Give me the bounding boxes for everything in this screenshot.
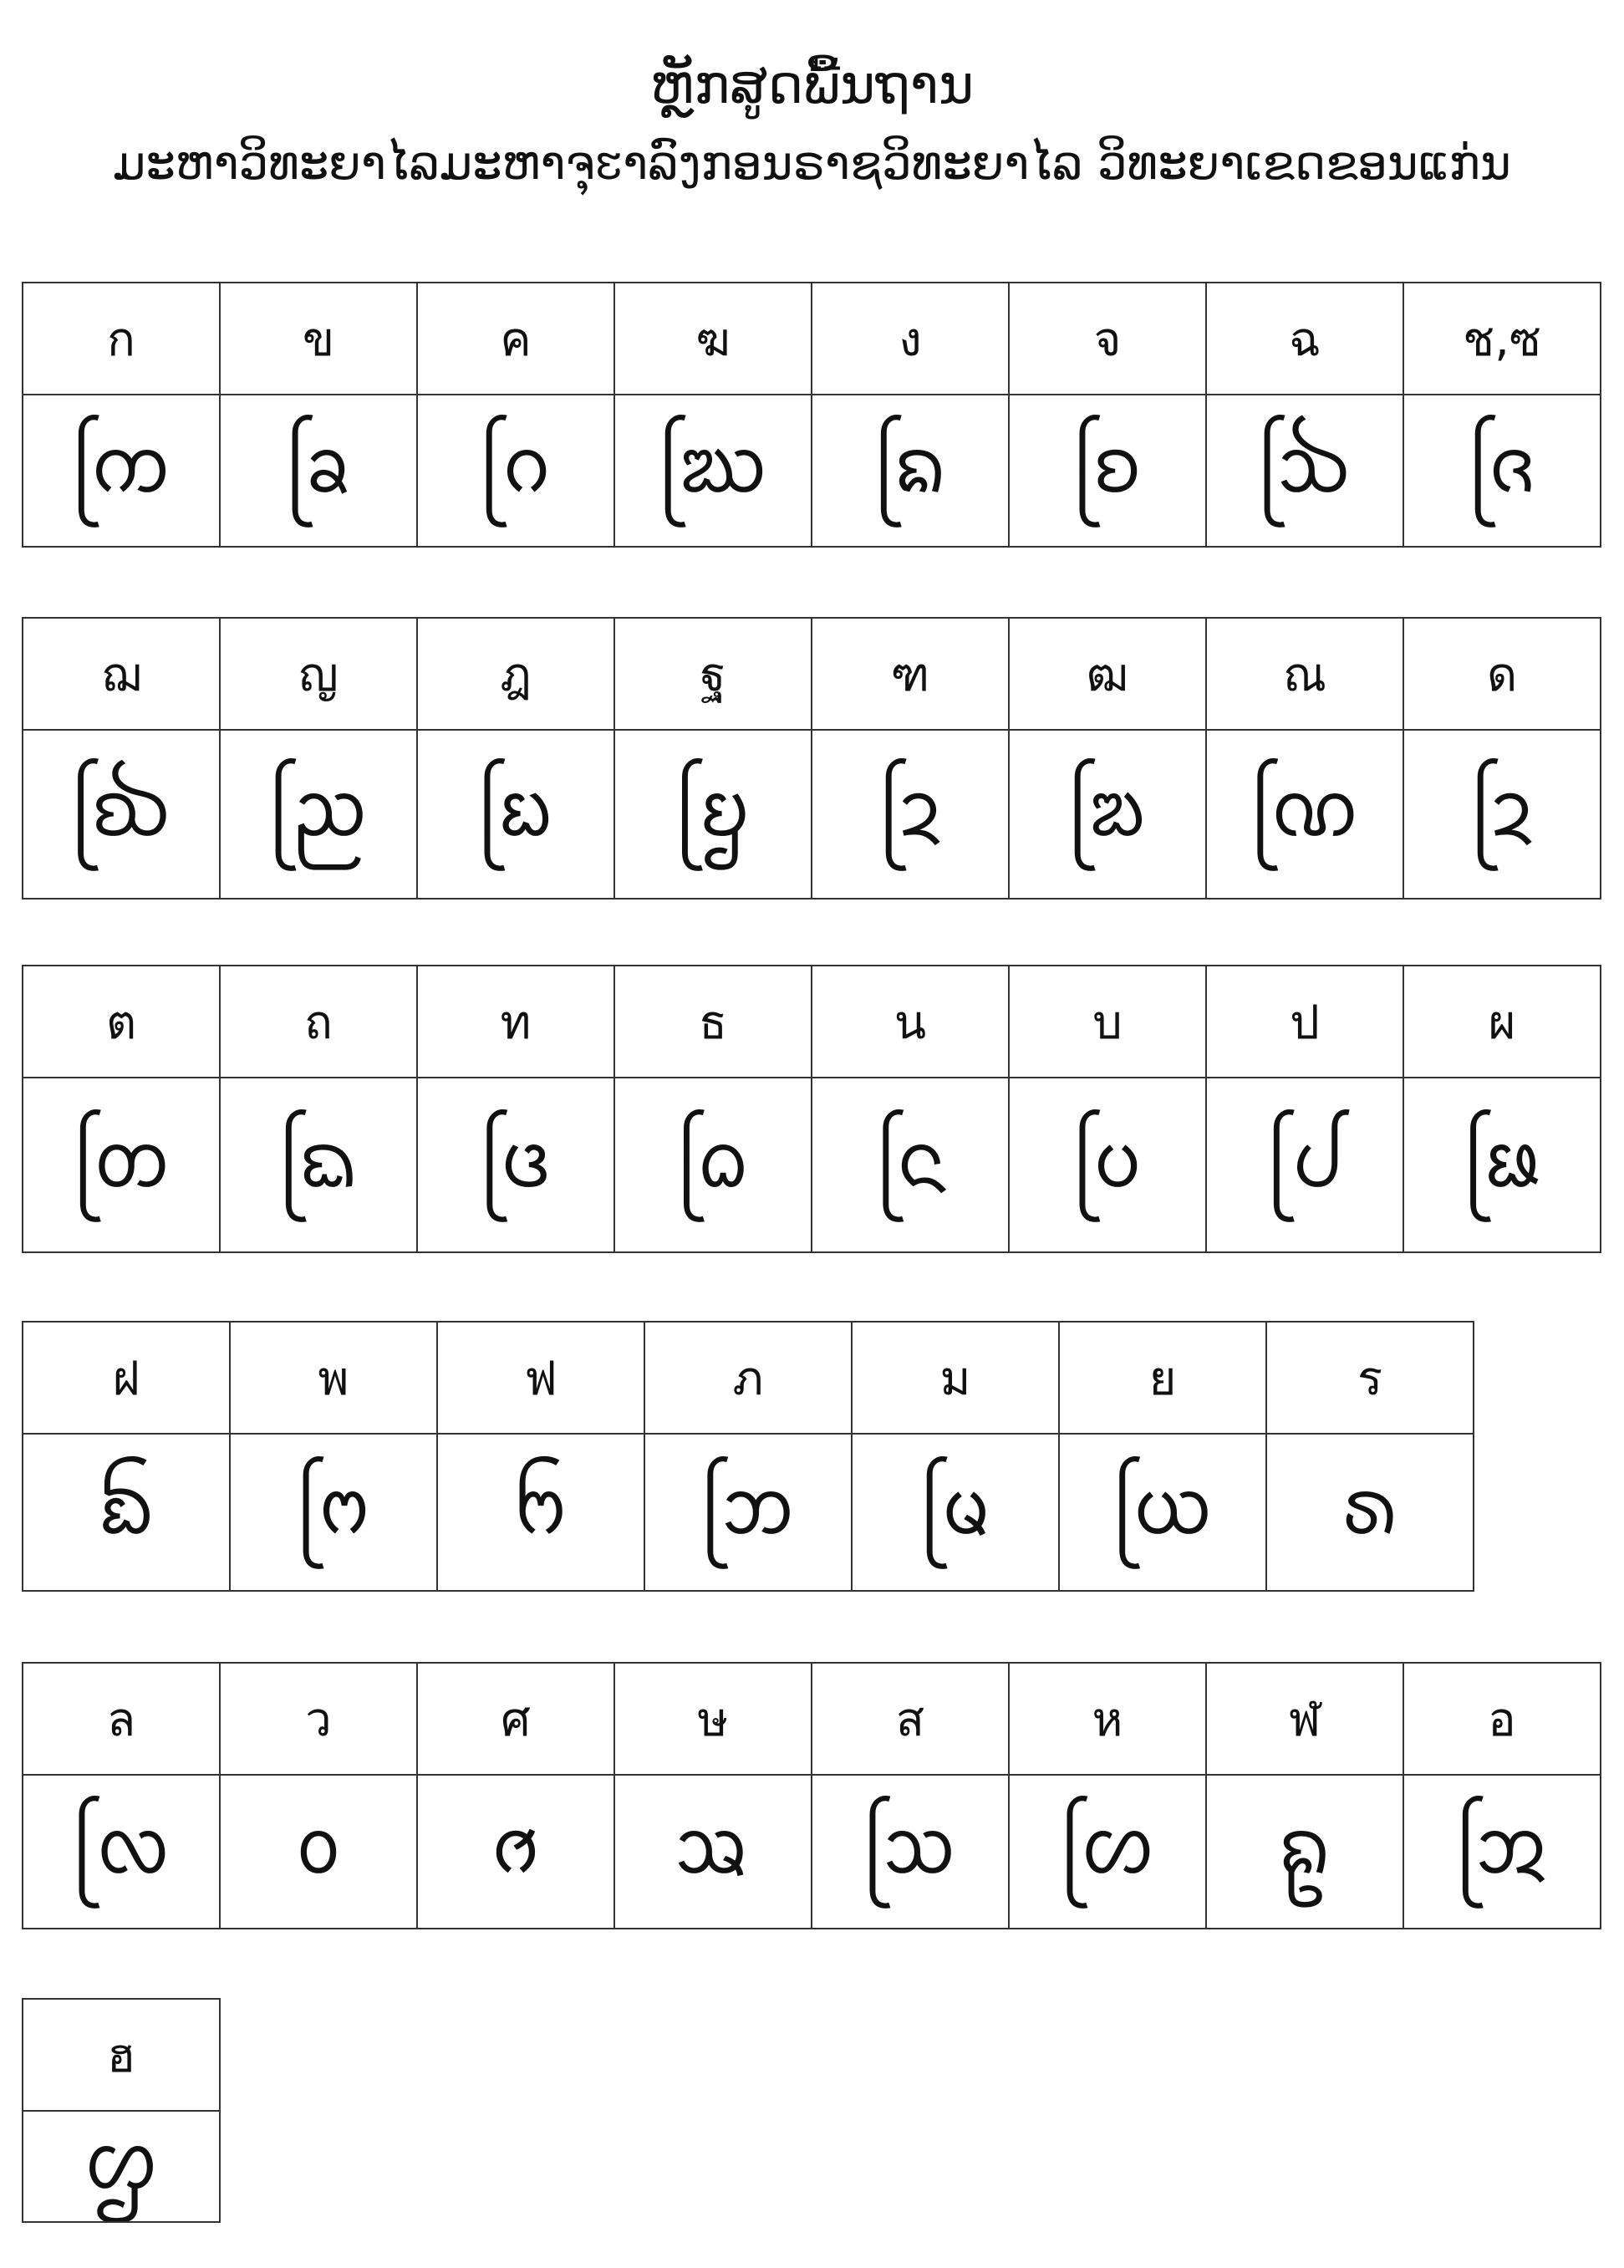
- tham-glyph-cell: [1010, 395, 1207, 548]
- tham-glyph: ᨦᩕ: [873, 420, 948, 510]
- thai-letter-cell: ฆ: [615, 283, 812, 395]
- tham-glyph: ᨥᩕ: [657, 420, 769, 510]
- tham-glyph-cell: [812, 1776, 1010, 1929]
- tham-glyph: ᨲᩕ: [72, 1114, 171, 1205]
- tham-glyph-cell: [1404, 1078, 1601, 1253]
- tham-glyph: ᩇ: [675, 1802, 751, 1891]
- thai-letter-cell: พ: [231, 1323, 438, 1435]
- thai-letter-cell: น: [812, 966, 1010, 1078]
- tham-glyph-cell: [1207, 1078, 1404, 1253]
- alphabet-table-6: [22, 1998, 221, 2223]
- thai-letter-cell: ย: [1060, 1323, 1267, 1435]
- thai-letter-cell: ฎ: [418, 619, 615, 731]
- alphabet-table-5: [22, 1662, 1601, 1929]
- tham-glyph-cell: [23, 395, 221, 548]
- thai-letter-cell: ฑ: [812, 619, 1010, 731]
- tham-glyph: ᨱᩕ: [1250, 764, 1360, 854]
- thai-letter-cell: ภ: [645, 1323, 853, 1435]
- thai-letter-cell: ส: [812, 1664, 1010, 1776]
- thai-letter-cell: ป: [1207, 966, 1404, 1078]
- tham-glyph: ᨳᩕ: [277, 1114, 359, 1205]
- thai-letter-cell: ศ: [418, 1664, 615, 1776]
- tham-glyph: ᨻᩕ: [295, 1462, 372, 1552]
- tham-glyph-cell: [221, 1078, 418, 1253]
- alphabet-table-3: [22, 965, 1601, 1253]
- tham-glyph: ᨧᩕ: [1072, 420, 1143, 510]
- tham-glyph: ᨩᩕ: [1467, 420, 1537, 510]
- tham-glyph-cell: [1207, 731, 1404, 900]
- thai-letter-cell: ฟ: [438, 1323, 645, 1435]
- tham-glyph-cell: [221, 1776, 418, 1929]
- thai-letter-cell: ร: [1267, 1323, 1474, 1435]
- tham-glyph-cell: [812, 731, 1010, 900]
- tham-glyph-cell: [1010, 1078, 1207, 1253]
- tham-glyph-cell: [1404, 731, 1601, 900]
- tham-glyph-cell: [1010, 1776, 1207, 1929]
- tham-glyph: ᨼ: [512, 1462, 569, 1552]
- tham-glyph-cell: [615, 1776, 812, 1929]
- tham-glyph-cell: [1010, 731, 1207, 900]
- thai-letter-cell: ก: [23, 283, 221, 395]
- tham-glyph-cell: [1404, 1776, 1601, 1929]
- tham-glyph-cell: [1404, 395, 1601, 548]
- tham-glyph: ᨿᩕ: [1112, 1462, 1214, 1552]
- thai-letter-cell: ช,ซ: [1404, 283, 1601, 395]
- thai-letter-cell: ท: [418, 966, 615, 1078]
- tham-glyph: ᨫᩕ: [70, 764, 172, 854]
- tham-glyph-cell: [438, 1435, 645, 1592]
- tham-glyph: ᨡᩕ: [284, 420, 353, 510]
- tham-glyph: ᨾᩕ: [919, 1462, 992, 1552]
- thai-letter-cell: ผ: [1404, 966, 1601, 1078]
- tham-glyph-cell: [231, 1435, 438, 1592]
- tham-glyph-cell: [1207, 1776, 1404, 1929]
- thai-letter-cell: อ: [1404, 1664, 1601, 1776]
- thai-letter-cell: ว: [221, 1664, 418, 1776]
- tham-glyph: ᨺ: [96, 1462, 156, 1552]
- thai-letter-cell: ษ: [615, 1664, 812, 1776]
- tham-glyph-cell: [615, 395, 812, 548]
- tham-glyph: ᨮᩕ: [674, 764, 751, 854]
- tham-glyph: ᨵᩕ: [675, 1114, 751, 1205]
- tham-glyph-cell: [221, 395, 418, 548]
- thai-letter-cell: ฌ: [23, 619, 221, 731]
- tham-glyph: ᨽᩕ: [700, 1462, 797, 1552]
- tham-glyph: ᨷᩕ: [1072, 1114, 1143, 1205]
- tham-glyph-cell: [812, 1078, 1010, 1253]
- thai-letter-cell: ธ: [615, 966, 812, 1078]
- tham-glyph: ᨶᩕ: [875, 1114, 945, 1205]
- tham-glyph-cell: [812, 395, 1010, 548]
- tham-glyph: ᩊ: [1277, 1802, 1332, 1891]
- alphabet-table-4: [22, 1321, 1474, 1592]
- thai-letter-cell: ง: [812, 283, 1010, 395]
- tham-glyph: ᩉᩕ: [1059, 1802, 1156, 1891]
- page-subtitle: ມະຫາວິທະຍາໄລມະຫາຈຸຬາລົງກອນຣາຊວິທະຍາໄລ ວິທະຍາເຂດຂອນແກ່ນ: [113, 136, 1511, 191]
- thai-letter-cell: ด: [1404, 619, 1601, 731]
- tham-glyph: ᨠᩕ: [70, 420, 172, 510]
- tham-glyph: ᩃᩕ: [71, 1802, 171, 1891]
- tham-glyph: ᩁ: [1341, 1462, 1399, 1552]
- tham-glyph-cell: [418, 1776, 615, 1929]
- tham-glyph-cell: [221, 731, 418, 900]
- thai-letter-cell: ค: [418, 283, 615, 395]
- tham-glyph: ᨭᩕ: [476, 764, 555, 854]
- thai-letter-cell: ฐ: [615, 619, 812, 731]
- alphabet-table-2: [22, 617, 1601, 900]
- thai-letter-cell: ข: [221, 283, 418, 395]
- tham-glyph: ᨹᩕ: [1463, 1114, 1541, 1205]
- tham-glyph-cell: [418, 1078, 615, 1253]
- tham-glyph: ᨯᩕ: [1469, 764, 1535, 854]
- thai-letter-cell: ฝ: [23, 1323, 231, 1435]
- thai-letter-cell: ฮ: [23, 2000, 221, 2112]
- tham-glyph-cell: [1060, 1435, 1267, 1592]
- tham-glyph-cell: [615, 731, 812, 900]
- thai-letter-cell: ต: [23, 966, 221, 1078]
- tham-glyph-cell: [615, 1078, 812, 1253]
- tham-glyph: ᩌ: [83, 2116, 160, 2206]
- tham-glyph: ᩅ: [294, 1802, 343, 1891]
- thai-letter-cell: ห: [1010, 1664, 1207, 1776]
- tham-glyph-cell: [23, 1078, 221, 1253]
- tham-glyph-cell: [23, 1435, 231, 1592]
- alphabet-table-1: [22, 282, 1601, 548]
- thai-letter-cell: ฬ: [1207, 1664, 1404, 1776]
- thai-letter-cell: ล: [23, 1664, 221, 1776]
- tham-glyph: ᩈᩕ: [862, 1802, 959, 1891]
- tham-glyph-cell: [418, 395, 615, 548]
- thai-letter-cell: ม: [853, 1323, 1060, 1435]
- thai-letter-cell: บ: [1010, 966, 1207, 1078]
- tham-glyph-cell: [1207, 395, 1404, 548]
- tham-glyph: ᨨᩕ: [1256, 420, 1353, 510]
- thai-letter-cell: ฉ: [1207, 283, 1404, 395]
- tham-glyph-cell: [23, 1776, 221, 1929]
- tham-glyph-cell: [853, 1435, 1060, 1592]
- tham-glyph: ᨰᩕ: [1067, 764, 1148, 854]
- thai-letter-cell: จ: [1010, 283, 1207, 395]
- tham-glyph-cell: [23, 731, 221, 900]
- tham-glyph-cell: [23, 2112, 221, 2223]
- tham-glyph: ᨣᩕ: [478, 420, 553, 510]
- thai-letter-cell: ณ: [1207, 619, 1404, 731]
- tham-glyph: ᨴᩕ: [479, 1114, 552, 1205]
- thai-letter-cell: ถ: [221, 966, 418, 1078]
- tham-glyph-cell: [1267, 1435, 1474, 1592]
- tham-glyph: ᩆ: [490, 1802, 542, 1891]
- tham-glyph-cell: [418, 731, 615, 900]
- page-title: ຫຼັກສູດພື້ນຖານ: [649, 54, 975, 116]
- tham-glyph: ᩋᩕ: [1454, 1802, 1550, 1891]
- thai-letter-cell: ญ: [221, 619, 418, 731]
- tham-glyph-cell: [645, 1435, 853, 1592]
- tham-glyph: ᨯᩕ: [878, 764, 943, 854]
- tham-glyph: ᨬᩕ: [267, 764, 369, 854]
- thai-letter-cell: ฒ: [1010, 619, 1207, 731]
- tham-glyph: ᨸᩕ: [1265, 1114, 1344, 1205]
